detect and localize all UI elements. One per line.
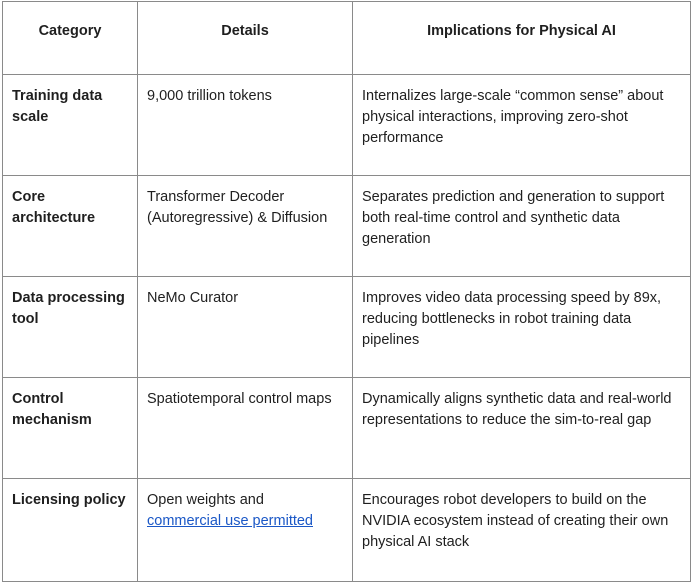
commercial-use-link[interactable]: commercial use permitted (147, 513, 313, 529)
implications-cell: Internalizes large-scale “common sense” about physical interactions, improving zero-shot performance (353, 75, 691, 176)
table-row (3, 277, 691, 378)
table-header (3, 2, 691, 75)
header-implications: Implications for Physical AI (353, 2, 691, 75)
table-row (3, 176, 691, 277)
table-row (3, 479, 691, 582)
header-details: Details (138, 2, 353, 75)
category-cell: Training data scale (3, 75, 138, 176)
implications-cell: Separates prediction and generation to support both real-time control and synthetic data generation (353, 176, 691, 277)
implications-cell: Dynamically aligns synthetic data and real-world representations to reduce the sim-to-real gap (353, 378, 691, 479)
details-cell: 9,000 trillion tokens (138, 75, 353, 176)
details-cell: Transformer Decoder (Autoregressive) & Diffusion (138, 176, 353, 277)
comparison-table (2, 1, 691, 582)
table-row (3, 75, 691, 176)
details-text: Open weights and (147, 492, 264, 508)
category-cell: Data processing tool (3, 277, 138, 378)
table-body (3, 75, 691, 582)
category-cell: Core architecture (3, 176, 138, 277)
details-cell (138, 479, 353, 582)
implications-cell: Improves video data processing speed by 89x, reducing bottlenecks in robot training data pipelines (353, 277, 691, 378)
header-row (3, 2, 691, 75)
implications-cell: Encourages robot developers to build on the NVIDIA ecosystem instead of creating their own physical AI stack (353, 479, 691, 582)
header-category: Category (3, 2, 138, 75)
category-cell: Licensing policy (3, 479, 138, 582)
table-row (3, 378, 691, 479)
category-cell: Control mechanism (3, 378, 138, 479)
details-cell: Spatiotemporal control maps (138, 378, 353, 479)
details-cell: NeMo Curator (138, 277, 353, 378)
